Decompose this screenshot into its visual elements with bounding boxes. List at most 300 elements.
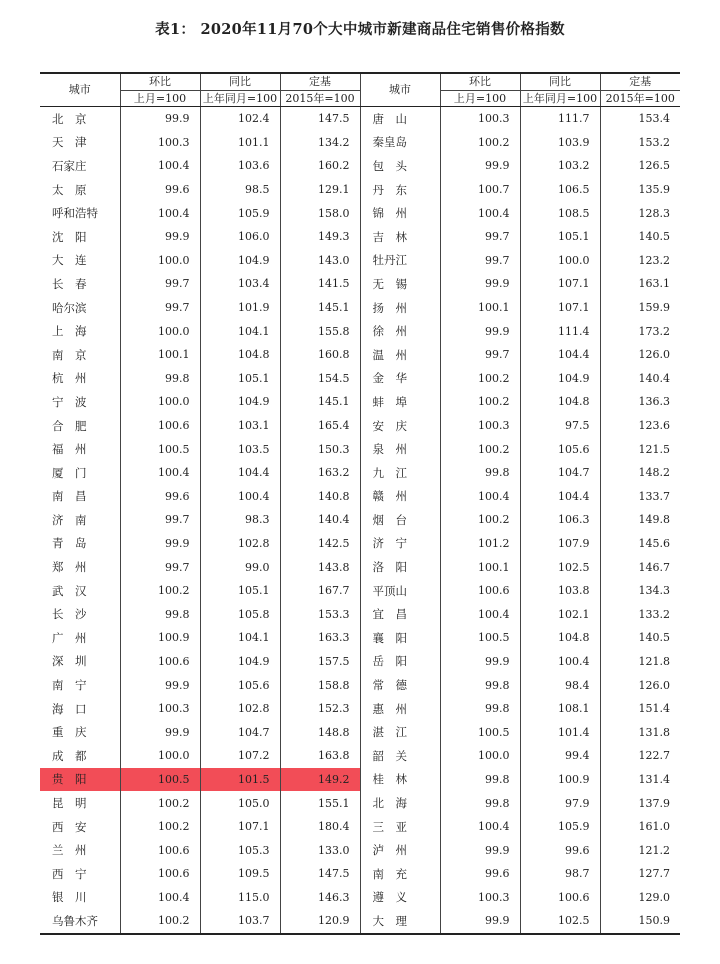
fixed-value: 134.3	[600, 579, 680, 603]
city-name: 北 京	[52, 111, 87, 126]
fixed-value: 160.8	[280, 343, 360, 367]
yoy-value: 104.8	[200, 343, 280, 367]
mom-value: 99.7	[440, 225, 520, 249]
mom-value: 100.0	[120, 744, 200, 768]
mom-value: 99.9	[440, 909, 520, 934]
fixed-value: 136.3	[600, 390, 680, 414]
fixed-value: 148.8	[280, 720, 360, 744]
fixed-base-header: 2015年=100	[600, 91, 680, 107]
fixed-value: 135.9	[600, 178, 680, 202]
city-name: 丹 东	[360, 178, 440, 202]
city-name: 遵 义	[360, 886, 440, 910]
yoy-value: 109.5	[200, 862, 280, 886]
fixed-value: 126.0	[600, 343, 680, 367]
yoy-value: 101.9	[200, 296, 280, 320]
mom-value: 100.0	[120, 249, 200, 273]
city-name: 乌鲁木齐	[40, 909, 120, 934]
city-name: 沈 阳	[52, 229, 87, 244]
fixed-value: 142.5	[280, 532, 360, 556]
fixed-value: 145.1	[280, 390, 360, 414]
city-header: 城市	[40, 73, 120, 107]
mom-value: 100.9	[120, 626, 200, 650]
price-index-table	[40, 72, 680, 935]
yoy-value: 103.9	[520, 131, 600, 155]
yoy-value: 102.8	[200, 697, 280, 721]
table-row	[40, 272, 680, 296]
fixed-value: 133.7	[600, 485, 680, 509]
yoy-value: 106.5	[520, 178, 600, 202]
fixed-value: 158.8	[280, 673, 360, 697]
city-name: 长 沙	[52, 607, 87, 622]
fixed-value: 146.7	[600, 555, 680, 579]
mom-value: 100.3	[440, 107, 520, 131]
yoy-value: 105.9	[200, 201, 280, 225]
fixed-value: 137.9	[600, 791, 680, 815]
mom-value: 99.9	[440, 272, 520, 296]
table-header	[40, 73, 680, 107]
mom-value: 100.4	[120, 886, 200, 910]
mom-value: 100.6	[120, 862, 200, 886]
fixed-value: 147.5	[280, 107, 360, 131]
mom-value: 101.2	[440, 532, 520, 556]
fixed-value: 121.8	[600, 650, 680, 674]
city-name: 宜 昌	[360, 602, 440, 626]
yoy-value: 102.5	[520, 555, 600, 579]
yoy-value: 103.4	[200, 272, 280, 296]
fixed-value: 140.4	[600, 367, 680, 391]
yoy-value: 104.4	[520, 485, 600, 509]
table-row	[40, 791, 680, 815]
yoy-value: 104.1	[200, 319, 280, 343]
yoy-value: 104.9	[200, 650, 280, 674]
city-name: 吉 林	[360, 225, 440, 249]
yoy-value: 108.1	[520, 697, 600, 721]
mom-value: 99.9	[120, 107, 200, 131]
fixed-value: 153.2	[600, 131, 680, 155]
mom-value: 100.5	[120, 768, 200, 792]
city-name: 南 京	[52, 347, 87, 362]
table-row	[40, 343, 680, 367]
fixed-value: 129.1	[280, 178, 360, 202]
mom-value: 99.9	[440, 154, 520, 178]
city-name: 昆 明	[52, 796, 87, 811]
city-name: 长 春	[52, 276, 87, 291]
city-name: 烟 台	[360, 508, 440, 532]
mom-value: 99.8	[440, 461, 520, 485]
mom-value: 100.0	[120, 319, 200, 343]
table-row	[40, 626, 680, 650]
mom-header: 环比	[440, 73, 520, 91]
yoy-value: 105.1	[200, 367, 280, 391]
city-name: 石家庄	[52, 158, 87, 173]
table-row	[40, 744, 680, 768]
fixed-value: 141.5	[280, 272, 360, 296]
table-row	[40, 485, 680, 509]
table-row	[40, 838, 680, 862]
city-name: 襄 阳	[360, 626, 440, 650]
yoy-value: 99.6	[520, 838, 600, 862]
mom-value: 100.0	[440, 744, 520, 768]
yoy-value: 107.1	[200, 815, 280, 839]
yoy-value: 103.2	[520, 154, 600, 178]
table-row	[40, 131, 680, 155]
mom-value: 100.3	[440, 886, 520, 910]
yoy-value: 107.1	[520, 272, 600, 296]
city-name: 常 德	[360, 673, 440, 697]
yoy-value: 101.1	[200, 131, 280, 155]
table-row	[40, 697, 680, 721]
yoy-value: 105.0	[200, 791, 280, 815]
table-row	[40, 201, 680, 225]
fixed-value: 163.1	[600, 272, 680, 296]
mom-base-header: 上月=100	[440, 91, 520, 107]
yoy-value: 111.4	[520, 319, 600, 343]
fixed-value: 154.5	[280, 367, 360, 391]
yoy-header: 同比	[520, 73, 600, 91]
yoy-value: 98.7	[520, 862, 600, 886]
yoy-value: 104.9	[200, 249, 280, 273]
table-row	[40, 225, 680, 249]
city-name: 西 安	[52, 819, 87, 834]
city-name: 宁 波	[52, 394, 87, 409]
yoy-value: 105.8	[200, 602, 280, 626]
table-row	[40, 508, 680, 532]
mom-value: 99.9	[120, 532, 200, 556]
table-row	[40, 461, 680, 485]
yoy-value: 103.1	[200, 414, 280, 438]
mom-value: 100.1	[120, 343, 200, 367]
city-name: 南 宁	[52, 678, 87, 693]
yoy-value: 103.7	[200, 909, 280, 934]
mom-value: 99.7	[120, 272, 200, 296]
yoy-value: 105.6	[200, 673, 280, 697]
mom-value: 100.2	[440, 437, 520, 461]
yoy-value: 104.7	[200, 720, 280, 744]
fixed-value: 148.2	[600, 461, 680, 485]
mom-value: 99.9	[440, 838, 520, 862]
city-name: 深 圳	[52, 654, 87, 669]
table-row	[40, 815, 680, 839]
mom-value: 99.7	[440, 249, 520, 273]
yoy-value: 102.5	[520, 909, 600, 934]
city-name: 哈尔滨	[52, 300, 87, 315]
city-name: 桂 林	[360, 768, 440, 792]
fixed-value: 140.5	[600, 626, 680, 650]
city-name: 温 州	[360, 343, 440, 367]
mom-value: 99.7	[120, 508, 200, 532]
mom-value: 99.8	[440, 768, 520, 792]
yoy-value: 102.4	[200, 107, 280, 131]
mom-value: 100.4	[440, 602, 520, 626]
fixed-value: 123.2	[600, 249, 680, 273]
city-name: 上 海	[52, 324, 87, 339]
fixed-header: 定基	[600, 73, 680, 91]
city-name: 成 都	[52, 748, 87, 763]
mom-header: 环比	[120, 73, 200, 91]
fixed-value: 140.8	[280, 485, 360, 509]
fixed-value: 131.8	[600, 720, 680, 744]
fixed-value: 149.2	[280, 768, 360, 792]
fixed-value: 143.0	[280, 249, 360, 273]
fixed-value: 167.7	[280, 579, 360, 603]
yoy-value: 104.8	[520, 390, 600, 414]
city-name: 海 口	[52, 701, 87, 716]
city-name: 福 州	[52, 442, 87, 457]
mom-value: 100.2	[120, 909, 200, 934]
mom-base-header: 上月=100	[120, 91, 200, 107]
yoy-value: 108.5	[520, 201, 600, 225]
table-row	[40, 390, 680, 414]
table-title: 表1： 2020年11月70个大中城市新建商品住宅销售价格指数	[155, 21, 565, 38]
table-row	[40, 650, 680, 674]
fixed-value: 165.4	[280, 414, 360, 438]
yoy-value: 107.9	[520, 532, 600, 556]
fixed-value: 121.5	[600, 437, 680, 461]
mom-value: 99.6	[120, 485, 200, 509]
mom-value: 99.6	[120, 178, 200, 202]
city-name: 泸 州	[360, 838, 440, 862]
yoy-value: 104.4	[200, 461, 280, 485]
city-name: 银 川	[52, 890, 87, 905]
yoy-value: 105.9	[520, 815, 600, 839]
mom-value: 100.2	[440, 131, 520, 155]
yoy-value: 104.1	[200, 626, 280, 650]
mom-value: 99.9	[120, 720, 200, 744]
city-name: 蚌 埠	[360, 390, 440, 414]
yoy-value: 105.1	[520, 225, 600, 249]
fixed-value: 173.2	[600, 319, 680, 343]
fixed-value: 158.0	[280, 201, 360, 225]
mom-value: 100.2	[120, 815, 200, 839]
mom-value: 99.8	[120, 367, 200, 391]
fixed-value: 126.5	[600, 154, 680, 178]
fixed-value: 128.3	[600, 201, 680, 225]
city-name: 湛 江	[360, 720, 440, 744]
fixed-value: 140.4	[280, 508, 360, 532]
city-name: 包 头	[360, 154, 440, 178]
mom-value: 100.5	[440, 626, 520, 650]
fixed-value: 133.2	[600, 602, 680, 626]
mom-value: 100.6	[120, 414, 200, 438]
city-name: 武 汉	[52, 583, 87, 598]
city-name: 大 理	[360, 909, 440, 934]
yoy-value: 98.4	[520, 673, 600, 697]
yoy-value: 107.2	[200, 744, 280, 768]
fixed-value: 134.2	[280, 131, 360, 155]
mom-value: 100.4	[120, 461, 200, 485]
city-name: 三 亚	[360, 815, 440, 839]
fixed-value: 153.3	[280, 602, 360, 626]
yoy-value: 115.0	[200, 886, 280, 910]
mom-value: 100.2	[120, 579, 200, 603]
header-row-labels	[40, 73, 680, 91]
fixed-value: 121.2	[600, 838, 680, 862]
city-name: 大 连	[52, 253, 87, 268]
city-name: 青 岛	[52, 536, 87, 551]
mom-value: 99.8	[440, 697, 520, 721]
yoy-value: 105.6	[520, 437, 600, 461]
fixed-value: 163.3	[280, 626, 360, 650]
fixed-value: 131.4	[600, 768, 680, 792]
fixed-value: 159.9	[600, 296, 680, 320]
yoy-value: 104.8	[520, 626, 600, 650]
mom-value: 100.4	[440, 815, 520, 839]
city-name: 广 州	[52, 630, 87, 645]
city-name: 赣 州	[360, 485, 440, 509]
fixed-value: 122.7	[600, 744, 680, 768]
table-row	[40, 178, 680, 202]
mom-value: 100.3	[120, 131, 200, 155]
fixed-value: 120.9	[280, 909, 360, 934]
city-name: 西 宁	[52, 866, 87, 881]
fixed-value: 140.5	[600, 225, 680, 249]
table-row	[40, 107, 680, 131]
fixed-value: 143.8	[280, 555, 360, 579]
mom-value: 100.0	[120, 390, 200, 414]
city-name: 重 庆	[52, 725, 87, 740]
yoy-value: 107.1	[520, 296, 600, 320]
yoy-value: 104.9	[520, 367, 600, 391]
city-name: 岳 阳	[360, 650, 440, 674]
mom-value: 100.3	[440, 414, 520, 438]
mom-value: 100.2	[120, 791, 200, 815]
fixed-value: 163.2	[280, 461, 360, 485]
city-name: 济 南	[52, 512, 87, 527]
city-name: 合 肥	[52, 418, 87, 433]
city-header: 城市	[360, 73, 440, 107]
fixed-value: 146.3	[280, 886, 360, 910]
city-name: 徐 州	[360, 319, 440, 343]
fixed-value: 163.8	[280, 744, 360, 768]
city-name: 郑 州	[52, 560, 87, 575]
city-name: 济 宁	[360, 532, 440, 556]
fixed-value: 123.6	[600, 414, 680, 438]
mom-value: 100.2	[440, 390, 520, 414]
city-name: 天 津	[52, 135, 87, 150]
fixed-value: 147.5	[280, 862, 360, 886]
yoy-value: 103.5	[200, 437, 280, 461]
yoy-value: 104.9	[200, 390, 280, 414]
fixed-value: 145.6	[600, 532, 680, 556]
mom-value: 99.9	[440, 319, 520, 343]
city-name: 平顶山	[360, 579, 440, 603]
yoy-value: 104.4	[520, 343, 600, 367]
city-name: 南 昌	[52, 489, 87, 504]
fixed-value: 150.9	[600, 909, 680, 934]
mom-value: 100.4	[440, 201, 520, 225]
city-name: 九 江	[360, 461, 440, 485]
yoy-value: 98.5	[200, 178, 280, 202]
fixed-value: 133.0	[280, 838, 360, 862]
yoy-value: 100.9	[520, 768, 600, 792]
mom-value: 100.5	[120, 437, 200, 461]
yoy-value: 99.4	[520, 744, 600, 768]
yoy-value: 106.3	[520, 508, 600, 532]
mom-value: 99.8	[120, 602, 200, 626]
city-name: 贵 阳	[40, 768, 120, 792]
yoy-value: 103.6	[200, 154, 280, 178]
fixed-value: 150.3	[280, 437, 360, 461]
mom-value: 99.9	[440, 650, 520, 674]
yoy-value: 100.0	[520, 249, 600, 273]
mom-value: 100.1	[440, 555, 520, 579]
fixed-value: 126.0	[600, 673, 680, 697]
yoy-value: 111.7	[520, 107, 600, 131]
city-name: 兰 州	[52, 843, 87, 858]
table-row	[40, 720, 680, 744]
table-row	[40, 673, 680, 697]
mom-value: 100.6	[440, 579, 520, 603]
city-name: 锦 州	[360, 201, 440, 225]
fixed-value: 151.4	[600, 697, 680, 721]
city-name: 泉 州	[360, 437, 440, 461]
yoy-base-header: 上年同月=100	[520, 91, 600, 107]
table-row	[40, 886, 680, 910]
yoy-value: 103.8	[520, 579, 600, 603]
yoy-base-header: 上年同月=100	[200, 91, 280, 107]
table-row	[40, 909, 680, 934]
fixed-value: 127.7	[600, 862, 680, 886]
fixed-value: 180.4	[280, 815, 360, 839]
fixed-base-header: 2015年=100	[280, 91, 360, 107]
mom-value: 100.4	[120, 154, 200, 178]
yoy-value: 101.4	[520, 720, 600, 744]
city-name: 呼和浩特	[52, 206, 98, 221]
fixed-value: 153.4	[600, 107, 680, 131]
table-row	[40, 437, 680, 461]
city-name: 唐 山	[360, 107, 440, 131]
yoy-value: 100.6	[520, 886, 600, 910]
fixed-header: 定基	[280, 73, 360, 91]
city-name: 太 原	[52, 182, 87, 197]
city-name: 金 华	[360, 367, 440, 391]
table-row	[40, 296, 680, 320]
city-name: 洛 阳	[360, 555, 440, 579]
table-row	[40, 249, 680, 273]
yoy-value: 106.0	[200, 225, 280, 249]
mom-value: 100.6	[120, 838, 200, 862]
mom-value: 99.9	[120, 225, 200, 249]
city-name: 牡丹江	[360, 249, 440, 273]
table-row	[40, 768, 680, 792]
yoy-value: 100.4	[200, 485, 280, 509]
city-name: 杭 州	[52, 371, 87, 386]
fixed-value: 155.1	[280, 791, 360, 815]
yoy-value: 97.9	[520, 791, 600, 815]
yoy-value: 104.7	[520, 461, 600, 485]
fixed-value: 161.0	[600, 815, 680, 839]
mom-value: 100.3	[120, 697, 200, 721]
fixed-value: 129.0	[600, 886, 680, 910]
mom-value: 99.7	[120, 555, 200, 579]
mom-value: 100.2	[440, 367, 520, 391]
city-name: 安 庆	[360, 414, 440, 438]
city-name: 秦皇岛	[360, 131, 440, 155]
city-name: 扬 州	[360, 296, 440, 320]
yoy-value: 101.5	[200, 768, 280, 792]
table-row	[40, 319, 680, 343]
table-row	[40, 555, 680, 579]
table-row	[40, 602, 680, 626]
table-row	[40, 154, 680, 178]
fixed-value: 152.3	[280, 697, 360, 721]
city-name: 惠 州	[360, 697, 440, 721]
yoy-value: 102.8	[200, 532, 280, 556]
city-name: 北 海	[360, 791, 440, 815]
mom-value: 100.1	[440, 296, 520, 320]
table-row	[40, 532, 680, 556]
table-row	[40, 862, 680, 886]
